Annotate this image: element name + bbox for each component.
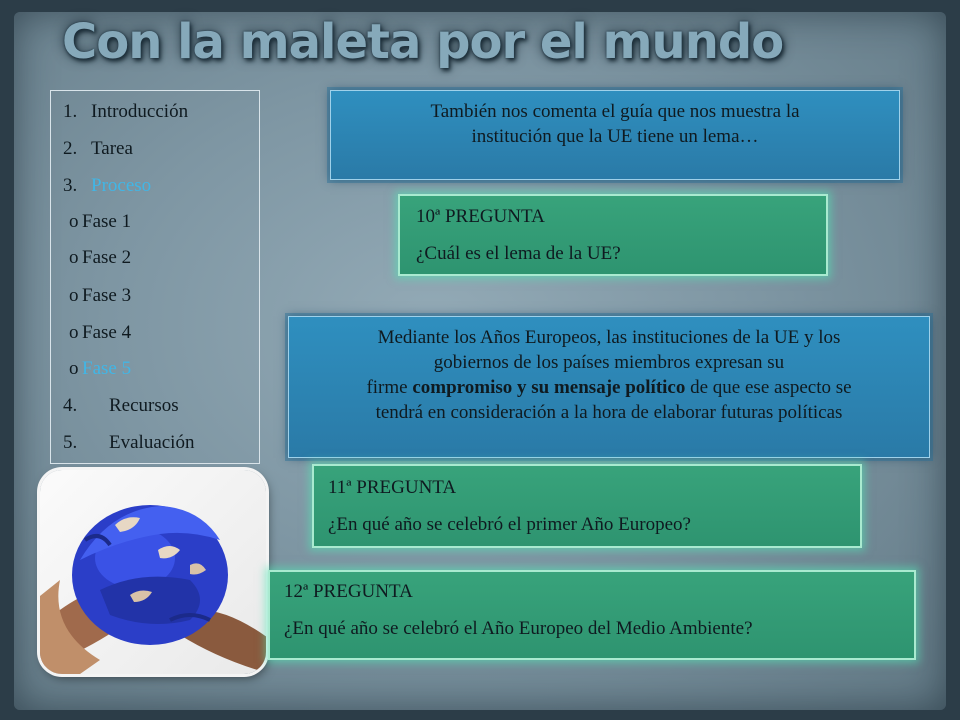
bullet-icon: o [69,322,79,343]
question-11-box [312,464,862,548]
question-text: ¿Cuál es el lema de la UE? [416,243,621,264]
intro-text-box [330,90,900,180]
navigation-menu [50,90,260,464]
nav-item-label: Fase 1 [82,211,132,232]
info-text-line [289,375,929,400]
nav-item-number: 1. [63,101,78,122]
hands-holding-globe-icon [40,470,266,674]
info-text-box [288,316,930,458]
nav-item-label: Fase 4 [82,322,132,343]
bullet-icon: o [69,285,79,306]
info-text-line: gobiernos de los países miembros expresan su [433,352,785,373]
info-text-bold: compromiso y su mensaje político [412,377,686,398]
question-number: 11ª PREGUNTA [328,477,457,498]
nav-item-label: Recursos [109,395,179,416]
intro-text-line: También nos comenta el guía que nos muestra la [430,101,800,122]
bullet-icon: o [69,211,79,232]
nav-item-label: Introducción [91,101,189,122]
nav-item-number: 5. [63,432,78,453]
nav-item-label: Fase 2 [82,247,132,268]
nav-item-number: 3. [63,175,78,196]
nav-item-number: 2. [63,138,78,159]
info-text-line: Mediante los Años Europeos, las instituciones de la UE y los [377,327,841,348]
question-12-box [268,570,916,660]
info-text-part: firme [366,377,413,398]
nav-item-label: Fase 5 [82,358,132,379]
bullet-icon: o [69,358,79,379]
nav-item-label: Evaluación [109,432,195,453]
question-10-box [398,194,828,276]
nav-item-label: Proceso [91,175,152,196]
bullet-icon: o [69,247,79,268]
question-text: ¿En qué año se celebró el primer Año Europeo? [328,514,691,535]
nav-item-number: 4. [63,395,78,416]
intro-text-line: institución que la UE tiene un lema… [471,126,759,147]
nav-item-label: Tarea [91,138,133,159]
info-text-line: tendrá en consideración a la hora de elaborar futuras políticas [375,402,843,423]
question-number: 10ª PREGUNTA [416,206,545,227]
hands-globe-image [40,470,266,674]
info-text-part: de que ese aspecto se [685,377,852,398]
nav-item-label: Fase 3 [82,285,132,306]
question-text: ¿En qué año se celebró el Año Europeo del Medio Ambiente? [284,618,753,639]
page-title: Con la maleta por el mundo [62,14,784,70]
question-number: 12ª PREGUNTA [284,581,413,602]
